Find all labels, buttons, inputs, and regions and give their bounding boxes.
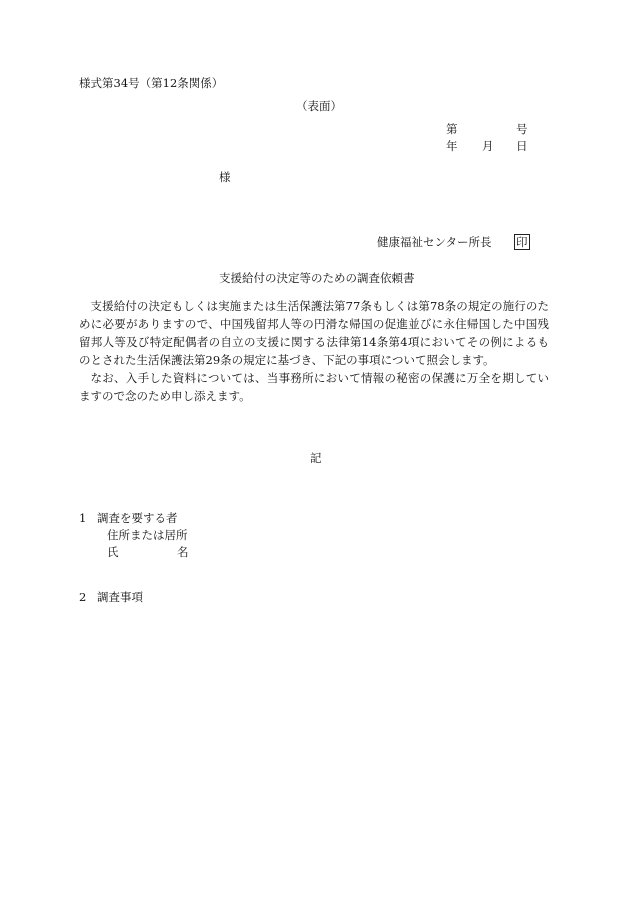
item-investigation-subject — [79, 513, 178, 525]
name-label-second: 名 — [177, 545, 189, 559]
body-paragraph: なお、入手した資料については、当事務所において情報の秘密の保護に万全を期していますので念のため申し添えます。 — [79, 371, 549, 403]
addressee-honorific: 様 — [219, 170, 231, 184]
ki-label: 記 — [310, 451, 322, 465]
item-label: 調査事項 — [97, 590, 143, 604]
form-number: 様式第34号（第12条関係） — [79, 76, 224, 90]
item-number: 2 — [79, 590, 87, 604]
address-label: 住所または居所 — [107, 528, 188, 542]
body-text — [79, 297, 549, 405]
seal-mark: 印 — [516, 235, 528, 249]
date-month-label: 月 — [482, 139, 494, 153]
sender-title: 健康福祉センター所長 — [377, 235, 492, 249]
item-investigation-matters — [79, 592, 143, 604]
item-number: 1 — [79, 511, 87, 525]
document-title: 支援給付の決定等のための調査依頼書 — [219, 271, 415, 285]
document-number-suffix: 号 — [516, 122, 528, 136]
document-number-label: 第 — [446, 122, 458, 136]
date-day-label: 日 — [516, 139, 528, 153]
item-label: 調査を要する者 — [97, 511, 178, 525]
face-label: （表面） — [296, 99, 342, 113]
name-label-first: 氏 — [107, 545, 119, 559]
date-year-label: 年 — [446, 139, 458, 153]
body-paragraph: 支援給付の決定もしくは実施または生活保護法第77条もしくは第78条の規定の施行のために必要がありますので、中国残留邦人等の円滑な帰国の促進並びに永住帰国した中国残留邦人等及び特定配偶者の自立の支援に関する法律第14条第4項においてその例によるものとされた生活保護法第29条の規定に基づき、下記の事項について照会します。 — [79, 299, 549, 367]
